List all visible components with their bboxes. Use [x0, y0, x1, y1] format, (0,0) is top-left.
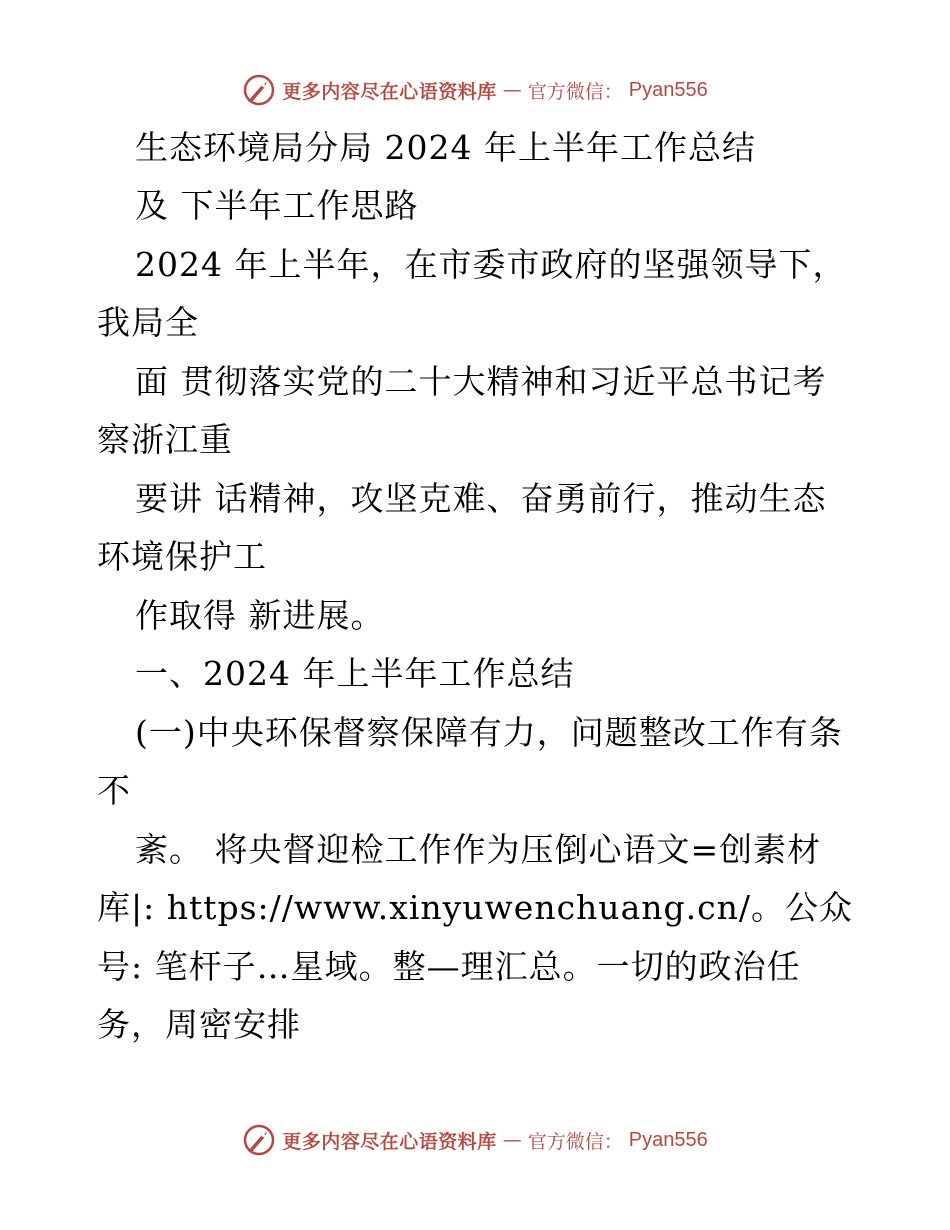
footer-watermark — [0, 1118, 950, 1162]
watermark-wechat-id: Pyan556 — [628, 1128, 708, 1151]
pen-logo-icon — [242, 73, 276, 107]
subsection-heading: (一)中央环保督察保障有力，问题整改工作有条 — [135, 713, 843, 752]
doc-title-line-2: 及 下半年工作思路 — [135, 186, 419, 225]
pen-logo-icon — [242, 1123, 276, 1157]
paragraph-line: 面 贯彻落实党的二十大精神和习近平总书记考 — [135, 362, 827, 401]
paragraph-line: 不 — [97, 771, 131, 810]
watermark-separator: — — [502, 79, 522, 101]
watermark-wechat-label: 官方微信： — [527, 1130, 623, 1153]
watermark-text: 更多内容尽在心语资料库 — [282, 1130, 497, 1153]
paragraph-line: 要讲 话精神，攻坚克难、奋勇前行，推动生态 — [135, 479, 827, 518]
paragraph-line: 2024 年上半年，在市委市政府的坚强领导下， — [135, 245, 847, 284]
paragraph-line: 库|: https://www.xinyuwenchuang.cn/。公众 — [97, 888, 853, 927]
paragraph-line: 察浙江重 — [97, 420, 233, 459]
paragraph-line: 号: 笔杆子…星域。整—理汇总。一切的政治任 — [97, 947, 801, 986]
paragraph-line: 紊。 将央督迎检工作作为压倒心语文=创素材 — [135, 830, 822, 869]
watermark-wechat-label: 官方微信： — [527, 80, 623, 103]
paragraph-line: 环境保护工 — [97, 537, 267, 576]
doc-title-line-1: 生态环境局分局 2024 年上半年工作总结 — [135, 128, 756, 167]
watermark-text: 更多内容尽在心语资料库 — [282, 80, 497, 103]
paragraph-line: 作取得 新进展。 — [135, 596, 385, 635]
watermark-separator: — — [502, 1129, 522, 1151]
header-watermark — [0, 68, 950, 112]
paragraph-line: 务，周密安排 — [97, 1005, 301, 1044]
paragraph-line: 我局全 — [97, 303, 199, 342]
watermark-wechat-id: Pyan556 — [628, 78, 708, 101]
section-heading: 一、2024 年上半年工作总结 — [135, 654, 575, 693]
